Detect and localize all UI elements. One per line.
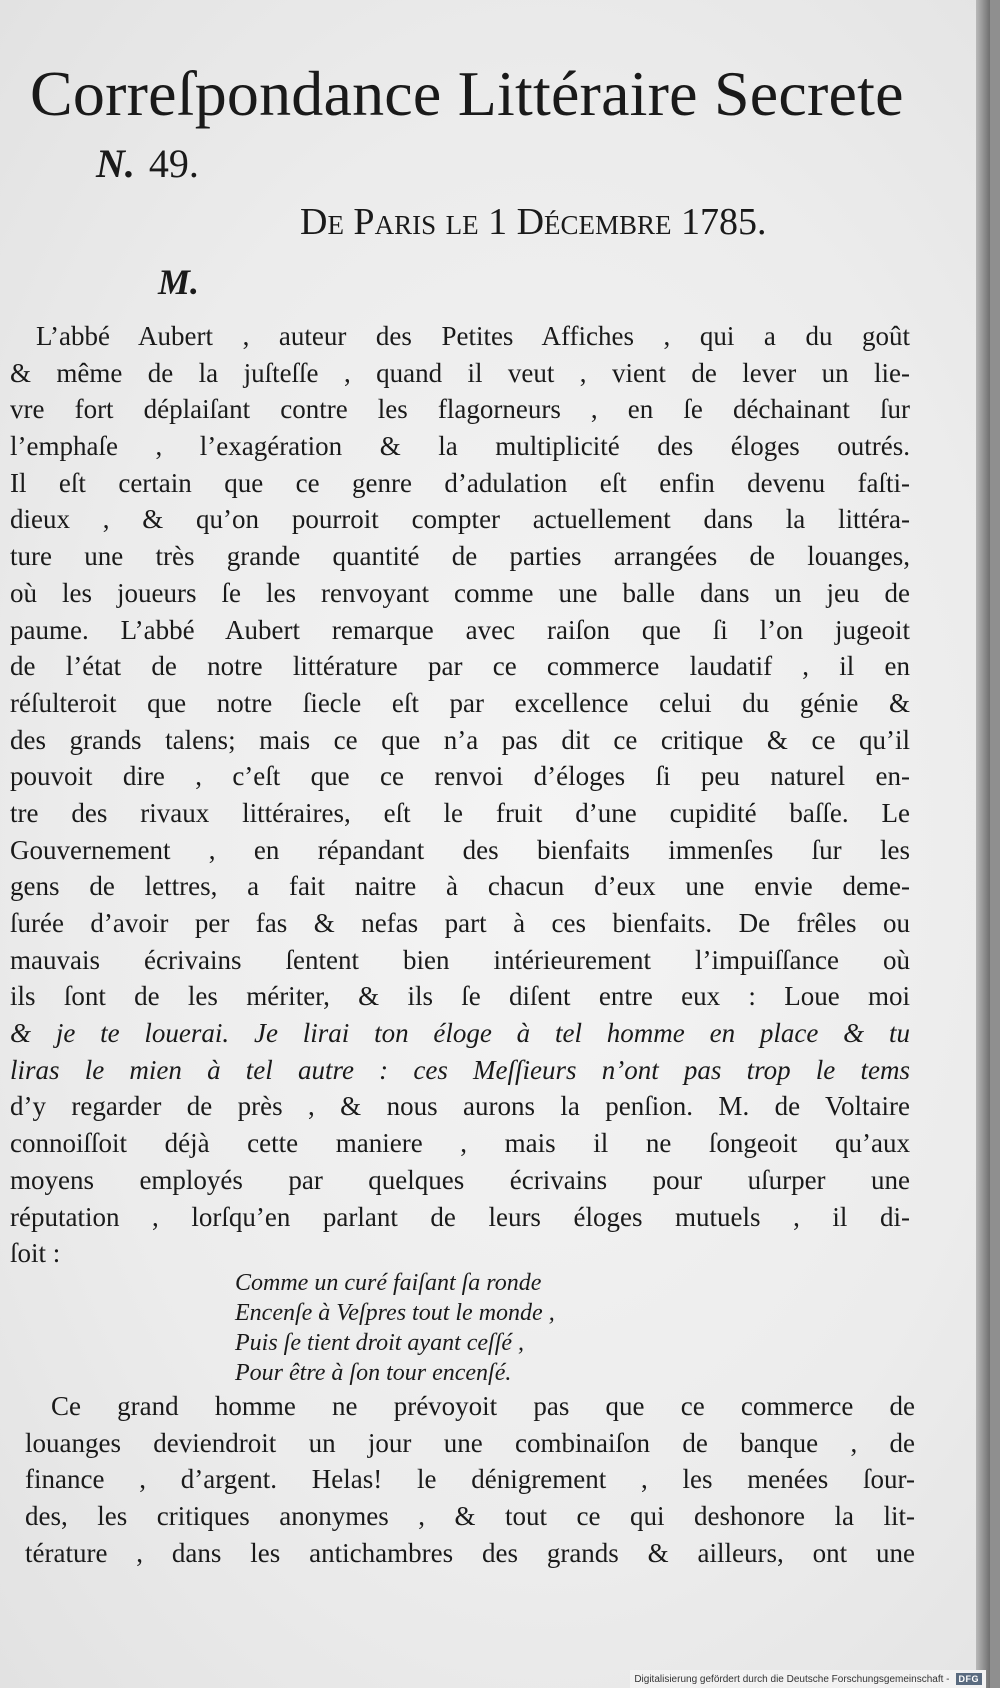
issue-prefix: N. bbox=[96, 141, 135, 186]
text-line: l’emphaſe , l’exagération & la multiplicité des éloges outrés. bbox=[10, 431, 910, 462]
text-line: Gouvernement , en répandant des bienfaits immenſes ſur les bbox=[10, 834, 910, 865]
credit-text: Digitalisierung gefördert durch die Deutsche Forschungsgemeinschaft - bbox=[634, 1673, 950, 1685]
text-line: Ce grand homme ne prévoyoit pas que ce commerce de bbox=[51, 1391, 915, 1421]
verse-line: Pour être à ſon tour encenſé. bbox=[235, 1360, 512, 1386]
text-line: L’abbé Aubert , auteur des Petites Affiches , qui a du goût bbox=[36, 321, 910, 351]
text-line: louanges deviendroit un jour une combinaiſon de banque , de bbox=[25, 1427, 915, 1458]
text-line: térature , dans les antichambres des grands & ailleurs, ont une bbox=[25, 1537, 915, 1568]
verse-line: Comme un curé faiſant ſa ronde bbox=[235, 1270, 542, 1296]
text-line: ſurée d’avoir per fas & nefas part à ces bienfaits. De frêles ou bbox=[10, 908, 910, 938]
text-line: ture une très grande quantité de parties arrangées de louanges, bbox=[10, 541, 910, 572]
text-line: réputation , lorſqu’en parlant de leurs éloges mutuels , il di- bbox=[10, 1201, 910, 1232]
text-line: ſoit : bbox=[10, 1238, 61, 1269]
masthead-title: Correſpondance Littéraire Secrete bbox=[30, 58, 904, 129]
dfg-logo-icon: DFG bbox=[956, 1673, 983, 1685]
text-line: moyens employés par quelques écrivains pour uſurper une bbox=[10, 1164, 910, 1195]
text-line: tre des rivaux littéraires, eſt le fruit d’une cupidité baſſe. Le bbox=[10, 797, 910, 828]
text-line: finance , d’argent. Helas! le dénigrement , les menées ſour- bbox=[25, 1464, 915, 1495]
text-line: liras le mien à tel autre : ces Meſſieurs n’ont pas trop le tems bbox=[10, 1054, 910, 1085]
text-line: réſulteroit que notre ſiecle eſt par excellence celui du génie & bbox=[10, 687, 910, 718]
text-line: Il eſt certain que ce genre d’adulation eſt enfin devenu faſti- bbox=[10, 467, 910, 498]
text-line: & même de la juſteſſe , quand il veut , vient de lever un lie- bbox=[10, 357, 910, 388]
verse-quotation bbox=[235, 1268, 555, 1388]
verse-line: Puis ſe tient droit ayant ceſſé , bbox=[235, 1330, 525, 1356]
body-paragraph-2 bbox=[25, 1388, 915, 1571]
text-line: des grands talens; mais ce que n’a pas dit ce critique & ce qu’il bbox=[10, 724, 910, 755]
dateline: De Paris le 1 Décembre 1785. bbox=[300, 201, 767, 243]
text-line: gens de lettres, a fait naitre à chacun d’eux une envie deme- bbox=[10, 871, 910, 902]
text-line: paume. L’abbé Aubert remarque avec raiſon que ſi l’on jugeoit bbox=[10, 614, 910, 645]
text-line: vre fort déplaiſant contre les flagorneurs , en ſe déchainant ſur bbox=[10, 394, 910, 425]
text-line: ils ſont de les mériter, & ils ſe diſent entre eux : Loue moi bbox=[10, 981, 910, 1012]
verse-line: Encenſe à Veſpres tout le monde , bbox=[235, 1300, 555, 1326]
digitization-credit bbox=[630, 1670, 986, 1688]
text-line: où les joueurs ſe les renvoyant comme une balle dans un jeu de bbox=[10, 577, 910, 608]
issue-number bbox=[96, 140, 199, 188]
text-line: connoiſſoit déjà cette maniere , mais il ne ſongeoit qu’aux bbox=[10, 1128, 910, 1159]
text-line: pouvoit dire , c’eſt que ce renvoi d’éloges ſi peu naturel en- bbox=[10, 761, 910, 792]
issue-value: 49. bbox=[148, 141, 199, 186]
salutation: M. bbox=[158, 262, 200, 302]
text-line: & je te louerai. Je lirai ton éloge à tel homme en place & tu bbox=[10, 1018, 910, 1049]
text-line: mauvais écrivains ſentent bien intérieurement l’impuiſſance où bbox=[10, 944, 910, 975]
text-line: de l’état de notre littérature par ce commerce laudatif , il en bbox=[10, 651, 910, 682]
text-line: dieux , & qu’on pourroit compter actuellement dans la littéra- bbox=[10, 504, 910, 535]
book-gutter bbox=[976, 0, 990, 1688]
body-paragraph bbox=[10, 318, 910, 1272]
text-line: d’y regarder de près , & nous aurons la penſion. M. de Voltaire bbox=[10, 1091, 910, 1122]
text-line: des, les critiques anonymes , & tout ce qui deshonore la lit- bbox=[25, 1501, 915, 1532]
